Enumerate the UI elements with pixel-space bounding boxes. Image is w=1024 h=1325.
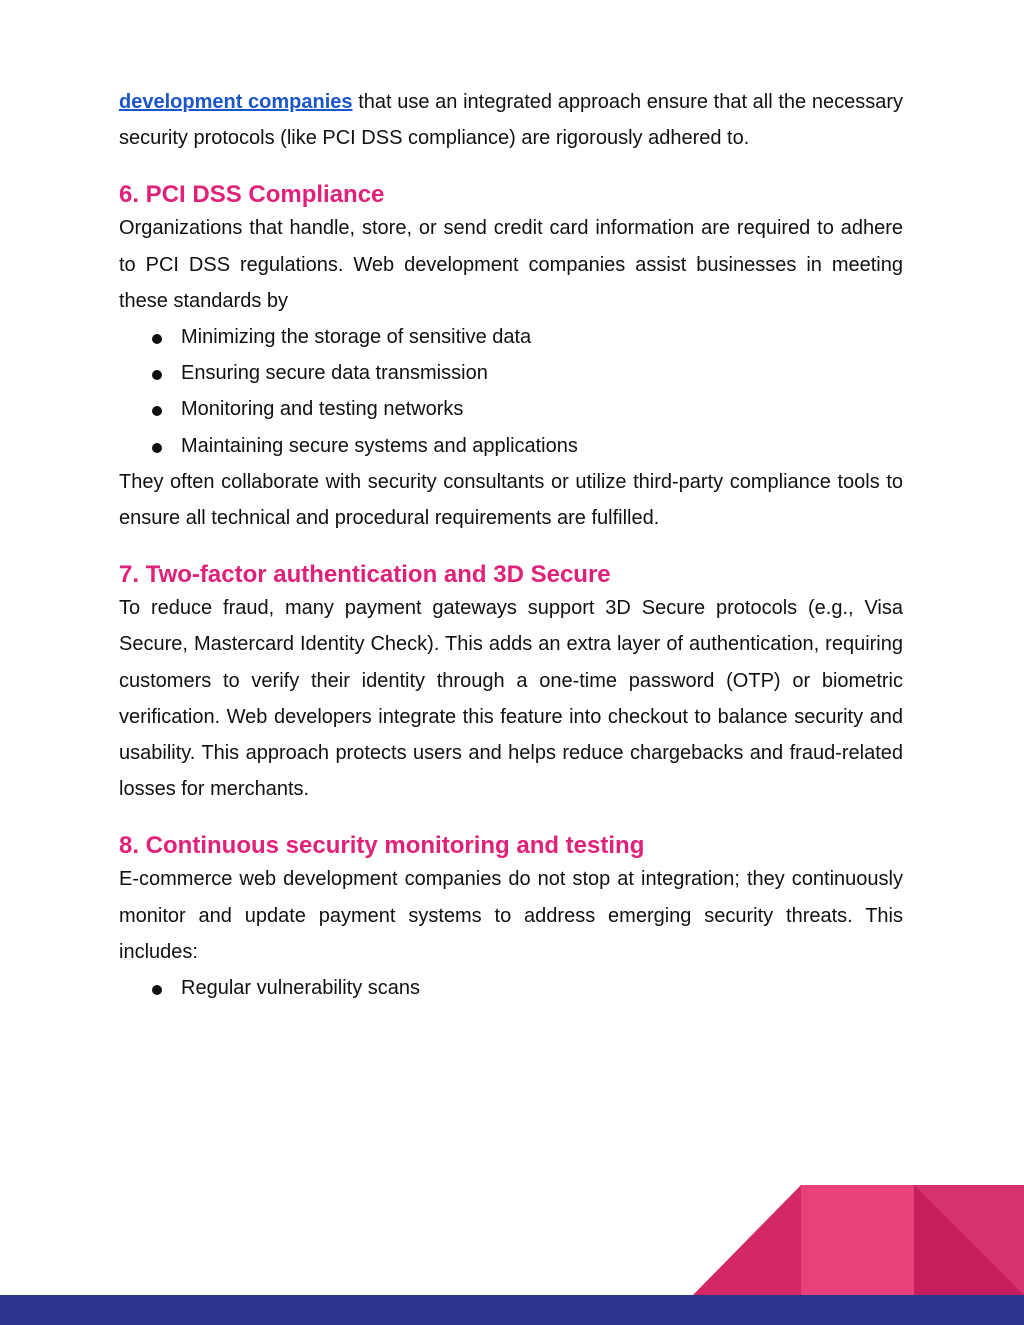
list-item: [119, 428, 903, 464]
list-item-text: Ensuring secure data transmission: [181, 362, 488, 385]
list-item: [119, 355, 903, 391]
footer-decoration: [0, 1180, 1024, 1325]
document-body: [119, 84, 903, 1006]
section-7-paragraph: To reduce fraud, many payment gateways support 3D Secure protocols (e.g., Visa Secure, Mastercard Identity Check). This adds an extra layer of authentication, requiring customers to verify their identity through a one-time password (OTP) or biometric verification. Web developers integrate this feature into checkout to balance security and usability. This approach protects users and helps reduce chargebacks and fraud-related losses for merchants.: [119, 597, 903, 801]
section-8-paragraph: E-commerce web development companies do not stop at integration; they continuously monitor and update payment systems to address emerging security threats. This includes:: [119, 868, 903, 963]
bullet-icon: [152, 985, 162, 995]
development-companies-link[interactable]: development companies: [119, 91, 353, 113]
section-8-heading: 8. Continuous security monitoring and testing: [119, 832, 645, 860]
list-item-text: Maintaining secure systems and applications: [181, 434, 578, 457]
section-6-closing-paragraph: They often collaborate with security consultants or utilize third-party compliance tools to ensure all technical and procedural requirements are fulfilled.: [119, 470, 903, 530]
section-8-bullet-list: [119, 970, 903, 1006]
section-6-heading: 6. PCI DSS Compliance: [119, 181, 385, 209]
list-item-text: Minimizing the storage of sensitive data: [181, 326, 532, 349]
bullet-icon: [152, 406, 162, 416]
bullet-icon: [152, 443, 162, 453]
list-item: [119, 391, 903, 427]
section-6-bullet-list: [119, 319, 903, 464]
footer-band: [0, 1295, 1024, 1325]
list-item: [119, 970, 903, 1006]
list-item: [119, 319, 903, 355]
bullet-icon: [152, 370, 162, 380]
deco-triangle-left: [693, 1185, 801, 1295]
list-item-text: Regular vulnerability scans: [181, 977, 421, 1000]
intro-text: that use an integrated approach ensure that all the necessary security protocols (like PCI DSS compliance) are rigorously adhered to.: [119, 91, 904, 150]
section-6-paragraph: Organizations that handle, store, or send credit card information are required to adhere to PCI DSS regulations. Web development companies assist businesses in meeting these standards by: [119, 217, 903, 312]
list-item-text: Monitoring and testing networks: [181, 398, 464, 421]
deco-block-middle: [801, 1185, 914, 1295]
intro-paragraph: [119, 84, 903, 156]
section-7-heading: 7. Two-factor authentication and 3D Secure: [119, 561, 611, 589]
bullet-icon: [152, 334, 162, 344]
